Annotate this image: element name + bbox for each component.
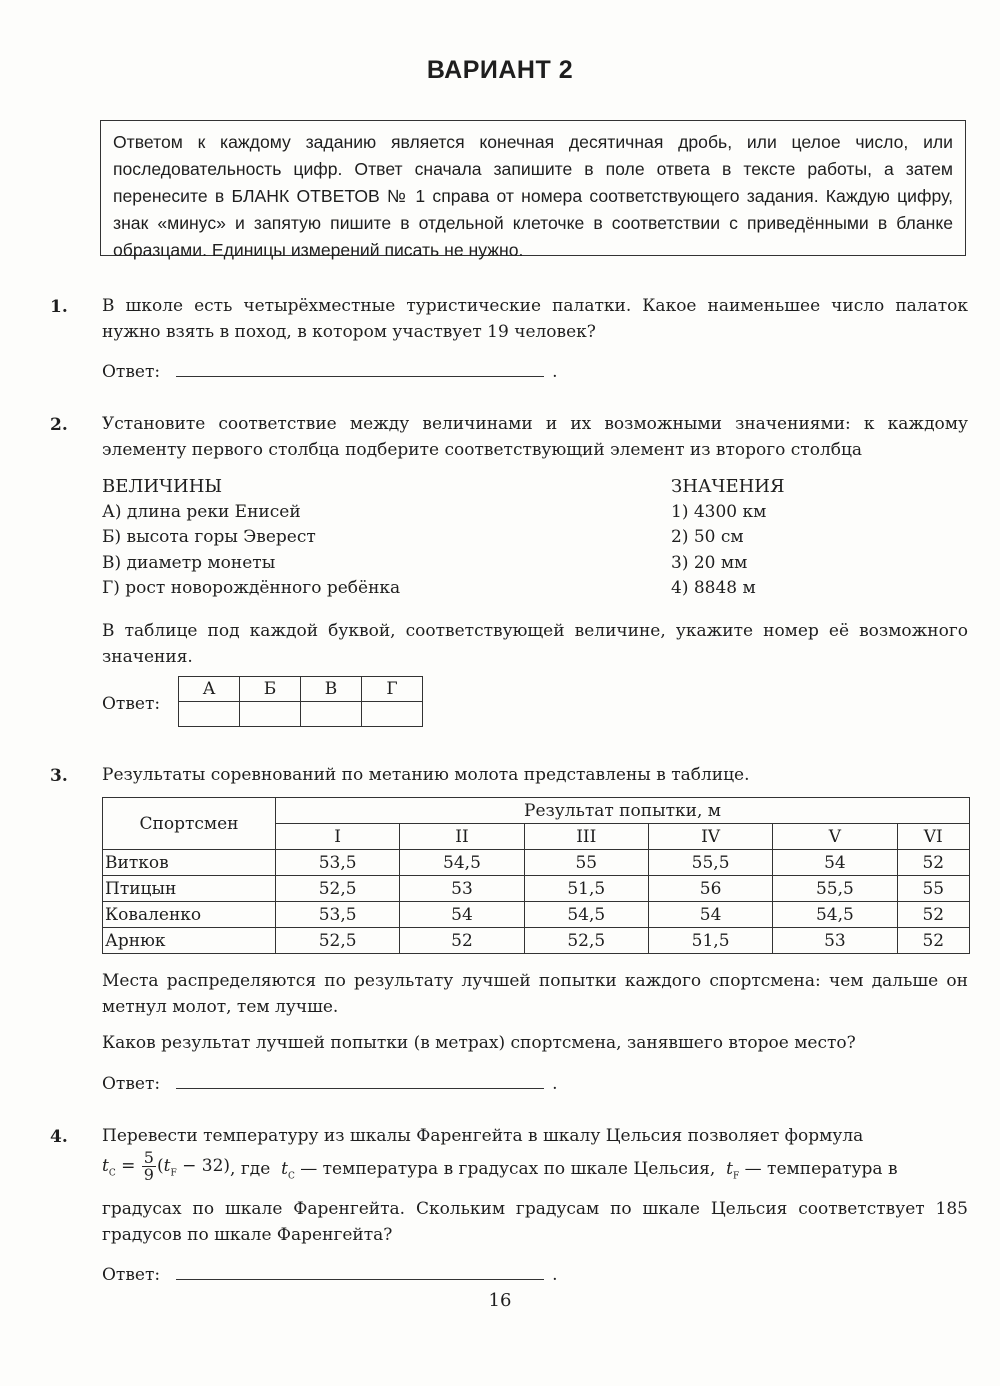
result-cell: 55,5 — [648, 850, 772, 876]
task-1-answer — [102, 358, 558, 382]
task-2-answer-grid — [178, 676, 423, 727]
attempt-header: III — [524, 824, 648, 850]
answer-line[interactable] — [176, 358, 544, 377]
result-cell: 53,5 — [276, 902, 400, 928]
fahrenheit-description: — температура в — [744, 1159, 898, 1180]
answer-label: Ответ: — [102, 1265, 161, 1285]
answer-label: Ответ: — [102, 1074, 161, 1094]
result-cell: 52,5 — [276, 876, 400, 902]
attempt-group-header: Результат попытки, м — [276, 798, 970, 824]
grid-answer-cell[interactable] — [179, 702, 240, 727]
result-cell: 51,5 — [524, 876, 648, 902]
attempt-header: II — [400, 824, 524, 850]
task-4-formula-line — [102, 1150, 968, 1193]
formula-sub-f: F — [170, 1168, 177, 1179]
grid-letter: В — [301, 677, 362, 702]
result-cell: 52 — [400, 928, 524, 954]
result-cell: 52,5 — [276, 928, 400, 954]
results-table — [102, 797, 970, 954]
answer-dot: . — [552, 362, 558, 382]
table-row — [103, 850, 970, 876]
formula-sub-c: C — [108, 1168, 116, 1179]
result-cell: 54,5 — [524, 902, 648, 928]
grid-answer-cell[interactable] — [301, 702, 362, 727]
attempt-header: IV — [648, 824, 772, 850]
formula-equals: = — [121, 1156, 136, 1176]
formula-where: , где — [230, 1159, 271, 1180]
grid-letter: Г — [362, 677, 423, 702]
result-cell: 54,5 — [400, 850, 524, 876]
formula-t: t — [281, 1159, 288, 1180]
result-cell: 54 — [773, 850, 897, 876]
formula-t: t — [726, 1159, 733, 1180]
formula-sub-c: C — [287, 1171, 295, 1182]
task-3-answer — [102, 1070, 558, 1094]
result-cell: 54 — [400, 902, 524, 928]
result-cell: 55,5 — [773, 876, 897, 902]
formula-t: t — [102, 1156, 109, 1176]
result-cell: 55 — [897, 876, 969, 902]
variant-title: ВАРИАНТ 2 — [426, 56, 574, 84]
quantity-item: В) диаметр монеты — [102, 552, 276, 573]
result-cell: 52 — [897, 850, 969, 876]
task-2-number: 2. — [50, 415, 68, 435]
page-number: 16 — [488, 1290, 512, 1311]
task-3-question: Каков результат лучшей попытки (в метрах) спортсмена, занявшего второе место? — [102, 1033, 856, 1053]
result-cell: 56 — [648, 876, 772, 902]
quantities-column — [102, 474, 400, 602]
celsius-description: — температура в градусах по шкале Цельсия, — [300, 1159, 716, 1180]
task-4-text-end: градусах по шкале Фаренгейта. Скольким градусам по шкале Цельсия соответствует 185 градусов по шкале Фаренгейта? — [102, 1199, 968, 1245]
conversion-formula — [102, 1150, 230, 1189]
quantity-item: Г) рост новорождённого ребёнка — [102, 578, 401, 598]
quantities-header: ВЕЛИЧИНЫ — [102, 476, 223, 497]
attempt-header: VI — [897, 824, 969, 850]
answer-label: Ответ: — [102, 362, 161, 382]
result-cell: 51,5 — [648, 928, 772, 954]
athlete-name: Витков — [103, 850, 276, 876]
result-cell: 55 — [524, 850, 648, 876]
task-2-note: В таблице под каждой буквой, соответствующей величине, укажите номер её возможного значения. — [102, 621, 968, 667]
table-row — [103, 902, 970, 928]
athlete-name: Птицын — [103, 876, 276, 902]
answer-line[interactable] — [176, 1070, 544, 1089]
result-cell: 53 — [400, 876, 524, 902]
task-3-number: 3. — [50, 766, 68, 786]
task-1-number: 1. — [50, 297, 68, 317]
grid-answer-cell[interactable] — [362, 702, 423, 727]
fraction-numerator: 5 — [143, 1148, 154, 1167]
fraction-denominator: 9 — [143, 1165, 154, 1184]
formula-fraction — [142, 1150, 156, 1183]
value-item: 3) 20 мм — [671, 552, 748, 573]
task-4-number: 4. — [50, 1127, 68, 1147]
result-cell: 54 — [648, 902, 772, 928]
task-3-text: Результаты соревнований по метанию молота представлены в таблице. — [102, 765, 750, 785]
answer-line[interactable] — [176, 1261, 544, 1280]
task-4-answer — [102, 1261, 558, 1285]
formula-sub-f: F — [732, 1171, 740, 1182]
athlete-name: Арнюк — [103, 928, 276, 954]
task-2-answer-label: Ответ: — [102, 694, 161, 714]
task-3-rule: Места распределяются по результату лучшей попытки каждого спортсмена: чем дальше он метнул молот, тем лучше. — [102, 971, 968, 1017]
result-cell: 52 — [897, 902, 969, 928]
grid-letter: А — [179, 677, 240, 702]
formula-minus-32: − 32) — [182, 1156, 231, 1176]
quantity-item: А) длина реки Енисей — [102, 501, 301, 522]
values-header: ЗНАЧЕНИЯ — [671, 476, 785, 497]
grid-letter: Б — [240, 677, 301, 702]
result-cell: 54,5 — [773, 902, 897, 928]
instructions-box: Ответом к каждому заданию является конечная десятичная дробь, или целое число, или последовательность цифр. Ответ сначала запишите в поле ответа в тексте работы, а затем перенесите в БЛАНК ОТВЕТОВ № 1 справа от номера соответствующего задания. Каждую цифру, знак «минус» и запятую пишите в отдельной клеточке в соответствии с приведёнными в бланке образцами. Единицы измерений писать не нужно. — [100, 120, 966, 256]
task-1-text: В школе есть четырёхместные туристические палатки. Какое наименьшее число палаток нужно взять в поход, в котором участвует 19 человек? — [102, 296, 968, 342]
answer-dot: . — [552, 1265, 558, 1285]
athlete-name: Коваленко — [103, 902, 276, 928]
result-cell: 53 — [773, 928, 897, 954]
task-2-text: Установите соответствие между величинами и их возможными значениями: к каждому элементу первого столбца подберите соответствующий элемент из второго столбца — [102, 414, 968, 460]
table-row — [103, 928, 970, 954]
result-cell: 52,5 — [524, 928, 648, 954]
values-column — [671, 474, 785, 602]
task-4-text-start: Перевести температуру из шкалы Фаренгейта в шкалу Цельсия позволяет формула — [102, 1126, 864, 1146]
value-item: 1) 4300 км — [671, 501, 767, 522]
value-item: 4) 8848 м — [671, 578, 756, 598]
formula-t: t — [163, 1156, 171, 1176]
value-item: 2) 50 см — [671, 527, 744, 547]
attempt-header: I — [276, 824, 400, 850]
quantity-item: Б) высота горы Эверест — [102, 527, 316, 547]
answer-dot: . — [552, 1074, 558, 1094]
formula-open-paren: ( — [156, 1156, 164, 1176]
table-row — [103, 876, 970, 902]
attempt-header: V — [773, 824, 897, 850]
result-cell: 53,5 — [276, 850, 400, 876]
grid-answer-cell[interactable] — [240, 702, 301, 727]
result-cell: 52 — [897, 928, 969, 954]
name-header: Спортсмен — [103, 798, 276, 850]
